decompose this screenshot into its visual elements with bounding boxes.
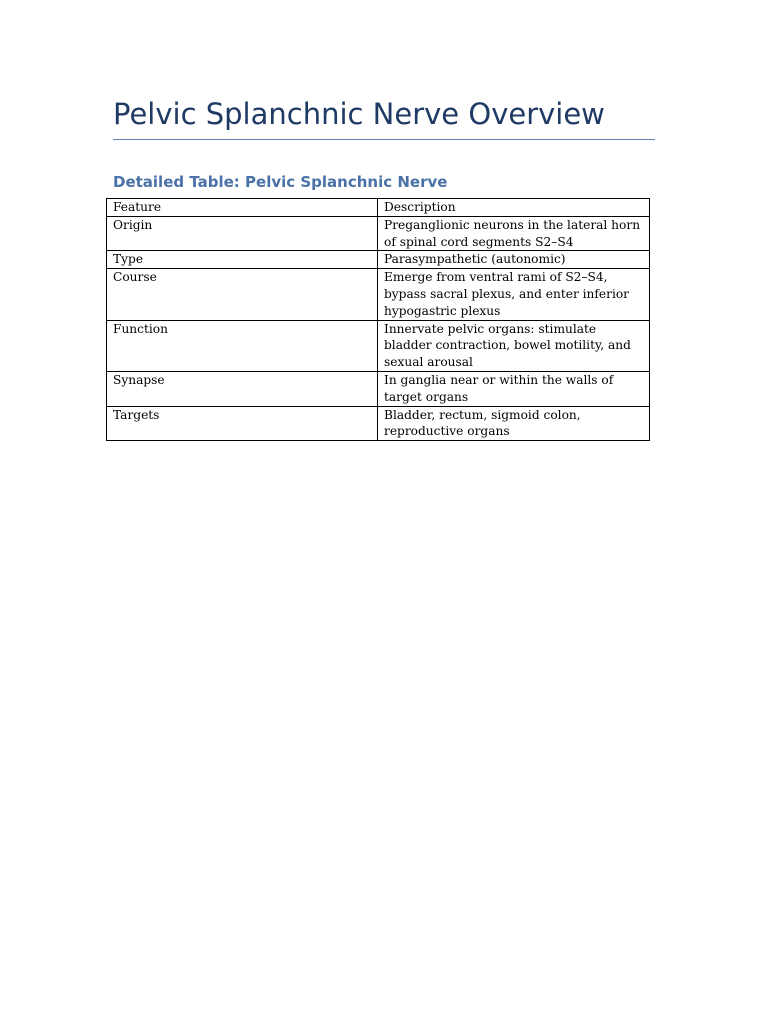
table-row <box>107 269 650 320</box>
page-title: Pelvic Splanchnic Nerve Overview <box>113 97 605 131</box>
nerve-details-table <box>106 198 650 441</box>
feature-cell: Function <box>107 320 378 371</box>
header-cell-feature: Feature <box>107 199 378 217</box>
feature-cell: Targets <box>107 406 378 441</box>
table-row <box>107 320 650 371</box>
description-cell: Innervate pelvic organs: stimulate bladder contraction, bowel motility, and sexual arousal <box>378 320 650 371</box>
description-cell: Bladder, rectum, sigmoid colon, reproductive organs <box>378 406 650 441</box>
feature-cell: Type <box>107 251 378 269</box>
description-cell: Preganglionic neurons in the lateral horn of spinal cord segments S2–S4 <box>378 216 650 251</box>
table-row <box>107 216 650 251</box>
table-row <box>107 251 650 269</box>
title-underline-divider <box>113 139 655 140</box>
table-row <box>107 371 650 406</box>
description-cell: Parasympathetic (autonomic) <box>378 251 650 269</box>
feature-cell: Course <box>107 269 378 320</box>
description-cell: Emerge from ventral rami of S2–S4, bypass sacral plexus, and enter inferior hypogastric plexus <box>378 269 650 320</box>
header-cell-description: Description <box>378 199 650 217</box>
feature-cell: Synapse <box>107 371 378 406</box>
table-header-row <box>107 199 650 217</box>
description-cell: In ganglia near or within the walls of target organs <box>378 371 650 406</box>
feature-cell: Origin <box>107 216 378 251</box>
table-heading: Detailed Table: Pelvic Splanchnic Nerve <box>113 173 448 191</box>
table-row <box>107 406 650 441</box>
